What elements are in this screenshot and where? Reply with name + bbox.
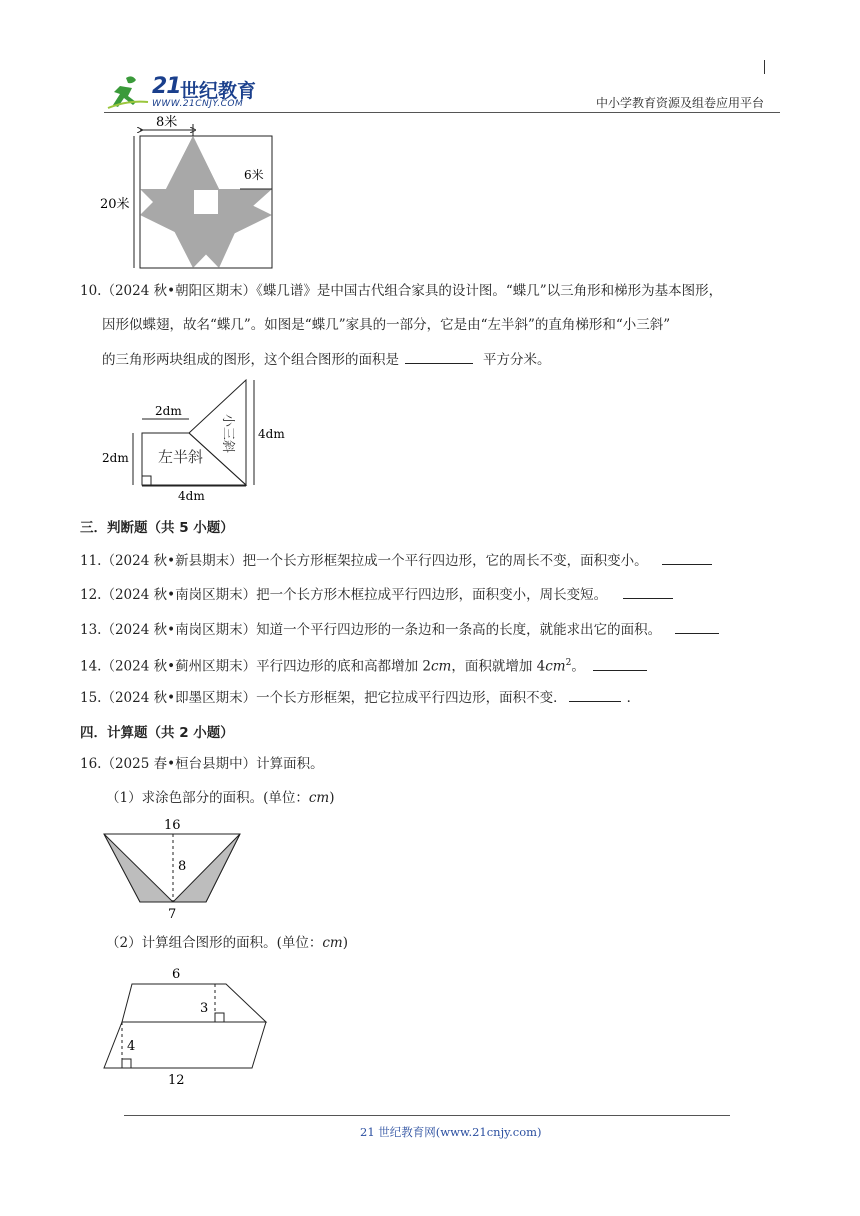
q16-sub1: （1）求涂色部分的面积。(单位：cm) <box>106 790 335 806</box>
figure-trapezoid-shaded <box>100 814 250 922</box>
label-20m: 20米 <box>100 197 130 212</box>
answer-blank-q15[interactable] <box>569 688 621 702</box>
logo-text: 世纪教育 <box>180 80 257 102</box>
answer-blank-q13[interactable] <box>675 620 719 634</box>
q12: 12.（2024 秋•南岗区期末）把一个长方形木框拉成平行四边形，面积变小，周长变短。 <box>80 585 673 604</box>
label-16: 16 <box>164 818 181 833</box>
q16-sub2: （2）计算组合图形的面积。(单位：cm) <box>106 935 349 951</box>
label-12: 12 <box>168 1073 185 1088</box>
figure-butterfly-table <box>100 376 300 500</box>
section3-title: 三．判断题（共 5 小题） <box>80 520 234 536</box>
label-3: 3 <box>200 1001 209 1016</box>
runner-icon <box>106 72 152 112</box>
label-6: 6 <box>172 967 181 982</box>
section4-title: 四．计算题（共 2 小题） <box>80 725 234 741</box>
label-triangle: 小三斜 <box>220 414 235 454</box>
logo <box>106 72 278 112</box>
platform-title: 中小学教育资源及组卷应用平台 <box>595 96 764 110</box>
q10-line1: 10.（2024 秋•朝阳区期末）《蝶几谱》是中国古代组合家具的设计图。“蝶几”以三角形和梯形为基本图形， <box>80 283 723 299</box>
logo-url: WWW.21CNJY.COM <box>152 99 244 109</box>
answer-blank-q14[interactable] <box>593 657 647 671</box>
answer-blank-q12[interactable] <box>623 585 673 599</box>
footer-divider <box>124 1115 730 1116</box>
footer-text: 21 世纪教育网(www.21cnjy.com) <box>360 1125 542 1139</box>
label-bottom-4dm: 4dm <box>178 489 205 500</box>
q14: 14.（2024 秋•蓟州区期末）平行四边形的底和高都增加 2cm，面积就增加 $4cm^2$。 <box>80 654 647 676</box>
q16: 16.（2025 春•桓台县期中）计算面积。 <box>80 756 324 772</box>
q15: 15.（2024 秋•即墨区期末）一个长方形框架，把它拉成平行四边形，面积不变． ． <box>80 690 641 706</box>
label-right-4dm: 4dm <box>258 427 285 441</box>
label-8m: 8米 <box>156 115 178 130</box>
q11: 11.（2024 秋•新县期末）把一个长方形框架拉成一个平行四边形，它的周长不变，面积变小。 <box>80 551 712 570</box>
q13: 13.（2024 秋•南岗区期末）知道一个平行四边形的一条边和一条高的长度，就能求出它的面积。 <box>80 620 719 639</box>
label-6m: 6米 <box>244 168 264 182</box>
label-top-2dm: 2dm <box>155 404 182 418</box>
label-trapezoid: 左半斜 <box>158 448 204 466</box>
label-7: 7 <box>168 907 177 922</box>
answer-blank-q10[interactable] <box>405 350 473 364</box>
label-left-2dm: 2dm <box>102 451 129 465</box>
q10-line2: 因形似蝶翅，故名“蝶几”。如图是“蝶几”家具的一部分，它是由“左半斜”的直角梯形和“小三斜” <box>102 317 671 333</box>
figure-square-pinwheel <box>90 110 290 275</box>
header-tick <box>764 60 765 74</box>
label-4: 4 <box>127 1039 136 1054</box>
answer-blank-q11[interactable] <box>662 551 712 565</box>
q10-line3: 的三角形两块组成的图形，这个组合图形的面积是 平方分米。 <box>102 352 551 368</box>
figure-composite-shape <box>100 962 280 1090</box>
logo-number: 21 <box>152 74 181 99</box>
label-8: 8 <box>178 859 187 874</box>
